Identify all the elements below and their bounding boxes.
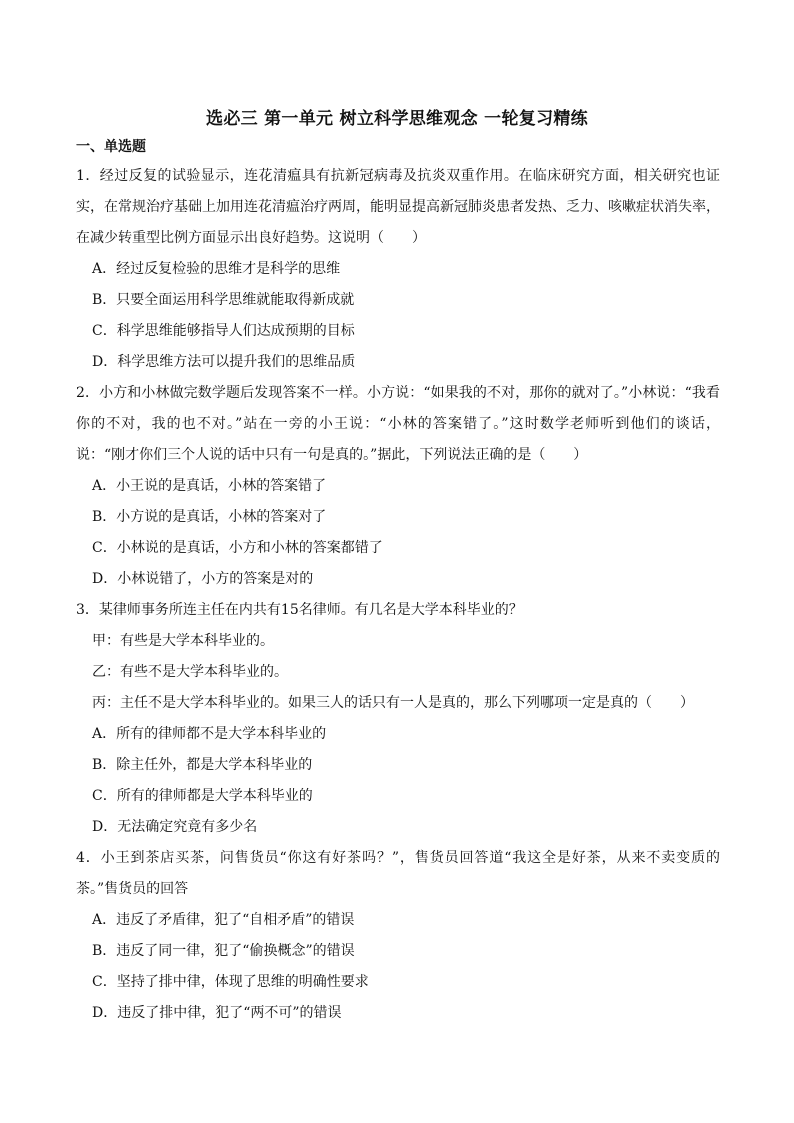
option-c: C．小林说的是真话，小方和小林的答案都错了 [92, 540, 383, 556]
statement-bing: 丙：主任不是大学本科毕业的。如果三人的话只有一人是真的，那么下列哪项一定是真的（ ） [92, 695, 694, 711]
question-stem: 3．某律师事务所连主任在内共有15名律师。有几名是大学本科毕业的？ [76, 602, 523, 618]
question-stem: 4．小王到茶店买茶，问售货员“你这有好茶吗？”，售货员回答道“我这全是好茶，从来不卖变质的茶。”售货员的回答 [76, 850, 720, 897]
option-b: B．除主任外，都是大学本科毕业的 [92, 757, 313, 773]
option-a: A．经过反复检验的思维才是科学的思维 [92, 261, 341, 277]
option-a: A．所有的律师都不是大学本科毕业的 [92, 726, 327, 742]
option-a: A．违反了矛盾律，犯了“自相矛盾”的错误 [92, 912, 355, 928]
question-4 [76, 843, 720, 1029]
statement-yi: 乙：有些不是大学本科毕业的。 [92, 664, 288, 680]
question-list [76, 161, 720, 1029]
option-c: C．科学思维能够指导人们达成预期的目标 [92, 323, 355, 339]
option-b: B．违反了同一律，犯了“偷换概念”的错误 [92, 943, 355, 959]
question-stem: 2．小方和小林做完数学题后发现答案不一样。小方说：“如果我的不对，那你的就对了。”小林说：“我看你的不对，我的也不对。”站在一旁的小王说：“小林的答案错了。”这时数学老师听到他们的谈话，说：“刚才你们三个人说的话中只有一句是真的。”据此，下列说法正确的是（ ） [76, 385, 720, 463]
option-c: C．坚持了排中律，体现了思维的明确性要求 [92, 974, 369, 990]
option-d: D．违反了排中律，犯了“两不可”的错误 [92, 1005, 342, 1021]
question-2 [76, 378, 720, 595]
option-c: C．所有的律师都是大学本科毕业的 [92, 788, 313, 804]
option-b: B．只要全面运用科学思维就能取得新成就 [92, 292, 355, 308]
option-d: D．小林说错了，小方的答案是对的 [92, 571, 314, 587]
section-heading: 一、单选题 [76, 139, 146, 155]
question-3 [76, 595, 720, 843]
document-title: 选必三 第一单元 树立科学思维观念 一轮复习精练 [206, 109, 588, 129]
option-b: B．小方说的是真话，小林的答案对了 [92, 509, 327, 525]
question-1 [76, 161, 720, 378]
option-a: A．小王说的是真话，小林的答案错了 [92, 478, 327, 494]
question-stem: 1．经过反复的试验显示，连花清瘟具有抗新冠病毒及抗炎双重作用。在临床研究方面，相关研究也证实，在常规治疗基础上加用连花清瘟治疗两周，能明显提高新冠肺炎患者发热、乏力、咳嗽症状消失率，在减少转重型比例方面显示出良好趋势。这说明（ ） [76, 168, 720, 246]
option-d: D．无法确定究竟有多少名 [92, 819, 258, 835]
option-d: D．科学思维方法可以提升我们的思维品质 [92, 354, 356, 370]
statement-jia: 甲：有些是大学本科毕业的。 [92, 633, 274, 649]
